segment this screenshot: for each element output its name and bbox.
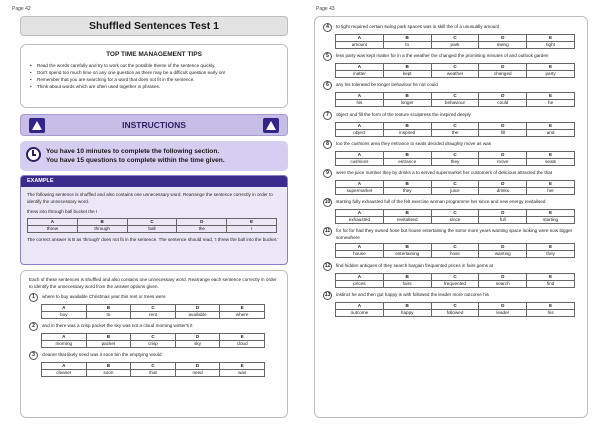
tip-item: • Read the words carefully and try to work out the possible theme of the sentence quickly. xyxy=(29,62,279,69)
option-letter: D xyxy=(479,180,527,187)
question-text: instinct he and then gut happy is with followed the leader more outcome his xyxy=(336,291,489,297)
option-letter: B xyxy=(383,273,431,280)
option-letter: B xyxy=(383,35,431,42)
option-word: the xyxy=(177,226,227,233)
time-info-box xyxy=(20,141,288,171)
option-word: threw xyxy=(28,226,78,233)
answer-option[interactable]: frequented xyxy=(431,280,479,287)
answer-option[interactable]: find xyxy=(527,280,575,287)
answer-option[interactable]: inspired xyxy=(383,129,431,136)
answer-options-table xyxy=(335,63,575,78)
answer-option[interactable]: need xyxy=(175,370,220,377)
option-letter: B xyxy=(77,219,127,226)
answer-option[interactable]: swing xyxy=(479,42,527,49)
option-letter: A xyxy=(336,302,384,309)
answer-option[interactable]: wanting xyxy=(479,251,527,258)
option-letter: D xyxy=(175,334,220,341)
answer-option[interactable]: object xyxy=(336,129,384,136)
option-letter: B xyxy=(383,302,431,309)
option-letter: D xyxy=(479,151,527,158)
option-letter: E xyxy=(220,363,265,370)
question-text: cleaner that likely need was it soon bin the emptying would xyxy=(42,352,162,357)
option-word: through xyxy=(77,226,127,233)
right-page xyxy=(302,0,600,424)
option-letter: B xyxy=(383,93,431,100)
question xyxy=(323,262,579,288)
option-letter: A xyxy=(42,363,87,370)
answer-option[interactable]: his xyxy=(336,100,384,107)
answer-option[interactable]: fill xyxy=(479,129,527,136)
option-letter: C xyxy=(431,180,479,187)
question xyxy=(323,169,579,195)
answer-option[interactable]: behaviour xyxy=(431,100,479,107)
answer-option[interactable]: sky xyxy=(175,341,220,348)
answer-option[interactable]: buy xyxy=(42,312,87,319)
option-letter: A xyxy=(336,210,384,217)
tips-heading: TOP TIME MANAGEMENT TIPS xyxy=(106,51,202,58)
option-letter: C xyxy=(131,305,176,312)
question-number: 7 xyxy=(323,111,332,120)
option-letter: C xyxy=(431,35,479,42)
option-letter: D xyxy=(479,244,527,251)
example-box xyxy=(20,175,288,265)
question-number: 5 xyxy=(323,52,332,61)
option-letter: E xyxy=(527,273,575,280)
answer-option[interactable]: her xyxy=(527,187,575,194)
answer-option[interactable]: park xyxy=(431,42,479,49)
question xyxy=(323,140,579,166)
question-text: find hidden antiques of they search bargain frequented prices in fairs gems at xyxy=(336,262,494,268)
option-letter: D xyxy=(479,122,527,129)
answer-option[interactable]: outcome xyxy=(336,309,384,316)
option-letter: E xyxy=(527,35,575,42)
option-letter: A xyxy=(28,219,78,226)
question xyxy=(323,81,579,107)
answer-option[interactable]: house xyxy=(336,251,384,258)
tips-box xyxy=(20,44,288,108)
option-letter: A xyxy=(336,64,384,71)
question-text: where to buy available Christmas year this rent or trees were xyxy=(42,294,166,299)
option-letter: E xyxy=(527,64,575,71)
option-letter: D xyxy=(175,305,220,312)
option-word: I xyxy=(227,226,277,233)
option-letter: C xyxy=(431,244,479,251)
option-letter: B xyxy=(86,305,131,312)
option-letter: A xyxy=(42,334,87,341)
question xyxy=(29,322,279,348)
question-number: 6 xyxy=(323,81,332,90)
answer-option[interactable]: packet xyxy=(86,341,131,348)
answer-option[interactable]: they xyxy=(431,158,479,165)
option-letter: A xyxy=(336,273,384,280)
option-letter: D xyxy=(177,219,227,226)
example-sentence: threw into through ball bucket the I xyxy=(27,209,98,214)
option-letter: A xyxy=(336,244,384,251)
answer-option[interactable]: since xyxy=(431,217,479,224)
time-limit-text: You have 10 minutes to complete the following section. xyxy=(46,148,220,155)
option-letter: E xyxy=(220,334,265,341)
example-options-table xyxy=(27,218,277,233)
option-letter: B xyxy=(383,180,431,187)
answer-option[interactable]: available xyxy=(175,312,220,319)
option-letter: D xyxy=(479,302,527,309)
question-text: to tight required certain swing park spaces was in skill the of a unusually amount xyxy=(336,24,500,29)
example-heading: EXAMPLE xyxy=(21,176,287,187)
answer-option[interactable]: revitalised xyxy=(383,217,431,224)
answer-option[interactable]: where xyxy=(220,312,265,319)
answer-option[interactable]: party xyxy=(527,71,575,78)
option-letter: C xyxy=(431,151,479,158)
option-letter: E xyxy=(527,302,575,309)
answer-option[interactable]: entertaining xyxy=(383,251,431,258)
option-letter: A xyxy=(336,151,384,158)
answer-option[interactable]: cleaner xyxy=(42,370,87,377)
question-count-text: You have 15 questions to complete within the time given. xyxy=(46,157,225,164)
questions-intro: Each of these sentences is shuffled and also contains one unnecessary word. Rearrange each sentence correctly in order to identify the unnecessary word from the answer options given. xyxy=(29,277,277,289)
option-letter: C xyxy=(431,302,479,309)
question-number: 2 xyxy=(29,322,38,331)
answer-option[interactable]: cloud xyxy=(220,341,265,348)
answer-option[interactable]: hose xyxy=(431,251,479,258)
question xyxy=(323,198,579,224)
question xyxy=(29,293,279,319)
answer-options-table xyxy=(335,209,575,224)
answer-option[interactable]: fairs xyxy=(383,280,431,287)
answer-option[interactable]: happy xyxy=(383,309,431,316)
question-text: too the cushions area they entrance to seats decided draughty move as was xyxy=(336,140,492,146)
question xyxy=(29,351,279,377)
option-letter: E xyxy=(527,122,575,129)
tips-list xyxy=(29,62,279,90)
option-letter: D xyxy=(175,363,220,370)
option-letter: B xyxy=(383,244,431,251)
option-letter: E xyxy=(527,93,575,100)
option-letter: D xyxy=(479,273,527,280)
answer-option[interactable]: kept xyxy=(383,71,431,78)
answer-option[interactable]: search xyxy=(479,280,527,287)
option-letter: A xyxy=(336,122,384,129)
question-text: starting fully exhausted full of the felt exercise woman programme her since and new energy revitalised xyxy=(336,199,546,205)
answer-option[interactable]: they xyxy=(383,187,431,194)
page-number: Page 42 xyxy=(12,6,31,12)
answer-option[interactable]: crisp xyxy=(131,341,176,348)
answer-options-table xyxy=(335,243,575,258)
option-letter: B xyxy=(383,151,431,158)
answer-option[interactable]: could xyxy=(479,100,527,107)
answer-option[interactable]: followed xyxy=(431,309,479,316)
option-letter: A xyxy=(336,93,384,100)
answer-option[interactable]: cushions xyxy=(336,158,384,165)
answer-options-table xyxy=(41,304,265,319)
answer-option[interactable]: to xyxy=(383,42,431,49)
questions-box xyxy=(314,16,588,418)
answer-option[interactable]: matter xyxy=(336,71,384,78)
option-letter: C xyxy=(131,334,176,341)
answer-option[interactable]: changed xyxy=(479,71,527,78)
question-number: 13 xyxy=(324,291,331,298)
answer-option[interactable]: seats xyxy=(527,158,575,165)
instructions-label: INSTRUCTIONS xyxy=(122,120,186,130)
answer-option[interactable]: to xyxy=(86,312,131,319)
answer-options-table xyxy=(335,34,575,49)
answer-option[interactable]: starting xyxy=(527,217,575,224)
question-text: and in there was a crisp packet the sky was not a cloud morning winter's it xyxy=(42,323,193,328)
answer-options-table xyxy=(335,302,575,317)
answer-option[interactable]: was xyxy=(220,370,265,377)
option-letter: B xyxy=(86,334,131,341)
option-letter: A xyxy=(42,305,87,312)
option-letter: E xyxy=(527,151,575,158)
question-number: 9 xyxy=(323,169,332,178)
answer-option[interactable]: drinks xyxy=(479,187,527,194)
option-letter: A xyxy=(336,35,384,42)
option-letter: E xyxy=(527,180,575,187)
question-number: 12 xyxy=(324,262,331,269)
option-letter: E xyxy=(227,219,277,226)
answer-option[interactable]: longer xyxy=(383,100,431,107)
answer-option[interactable]: amount xyxy=(336,42,384,49)
instructions-bar xyxy=(20,114,288,136)
question-text: object and fill the form of the texture sculptress the inspired deeply xyxy=(336,111,471,117)
option-letter: C xyxy=(131,363,176,370)
option-letter: B xyxy=(383,210,431,217)
question-text: were the juice number they by drinks a to served supermarket her customers of delicious attracted the that xyxy=(336,169,553,175)
tip-item: • Remember that you are searching for a word that does not fit in the sentence. xyxy=(29,76,279,83)
answer-option[interactable]: tight xyxy=(527,42,575,49)
option-letter: E xyxy=(527,244,575,251)
option-letter: A xyxy=(336,180,384,187)
question xyxy=(323,52,579,78)
option-letter: B xyxy=(86,363,131,370)
answer-options-table xyxy=(41,333,265,348)
question-number: 10 xyxy=(324,199,331,206)
answer-option[interactable]: move xyxy=(479,158,527,165)
tip-item: • Don't spend too much time on any one question as there may be a difficult question early on! xyxy=(29,69,279,76)
question xyxy=(323,111,579,137)
answer-options-table xyxy=(335,273,575,288)
page-number: Page 43 xyxy=(316,6,335,12)
option-letter: E xyxy=(220,305,265,312)
question-number: 3 xyxy=(29,351,38,360)
answer-options-table xyxy=(335,92,575,107)
question-number: 11 xyxy=(324,228,331,235)
option-letter: C xyxy=(431,210,479,217)
page-title: Shuffled Sentences Test 1 xyxy=(20,16,288,36)
option-letter: C xyxy=(431,273,479,280)
left-page xyxy=(0,0,298,424)
option-letter: C xyxy=(431,122,479,129)
question-number: 8 xyxy=(323,140,332,149)
option-word: ball xyxy=(127,226,177,233)
answer-option[interactable]: weather xyxy=(431,71,479,78)
option-letter: D xyxy=(479,93,527,100)
answer-options-table xyxy=(335,180,575,195)
clock-icon xyxy=(26,147,41,162)
answer-option[interactable]: he xyxy=(527,100,575,107)
answer-option[interactable]: supermarket xyxy=(336,187,384,194)
question-number: 4 xyxy=(323,23,332,32)
answer-option[interactable]: exhausted xyxy=(336,217,384,224)
answer-option[interactable]: soon xyxy=(86,370,131,377)
tip-item: • Think about words which are often used together in phrases. xyxy=(29,83,279,90)
answer-option[interactable]: the xyxy=(431,129,479,136)
answer-option[interactable]: that xyxy=(131,370,176,377)
question-text: for for for had they owned hose but house entertaining the some more years wanting space looking were now bigger somewhere xyxy=(336,228,573,241)
answer-options-table xyxy=(41,362,265,377)
question xyxy=(323,227,579,258)
option-letter: C xyxy=(127,219,177,226)
option-letter: D xyxy=(479,35,527,42)
option-letter: B xyxy=(383,64,431,71)
answer-option[interactable]: they xyxy=(527,251,575,258)
warning-icon xyxy=(263,118,279,133)
question-text: any his tolerated be longer behaviour he not could xyxy=(336,82,438,88)
option-letter: E xyxy=(527,210,575,217)
answer-option[interactable]: leader xyxy=(479,309,527,316)
answer-option[interactable]: and xyxy=(527,129,575,136)
answer-option[interactable]: full xyxy=(479,217,527,224)
option-letter: C xyxy=(431,93,479,100)
answer-option[interactable]: entrance xyxy=(383,158,431,165)
option-letter: C xyxy=(431,64,479,71)
answer-option[interactable]: rent xyxy=(131,312,176,319)
answer-options-table xyxy=(335,122,575,137)
option-letter: D xyxy=(479,210,527,217)
questions-box xyxy=(20,270,288,418)
option-letter: B xyxy=(383,122,431,129)
option-letter: D xyxy=(479,64,527,71)
question xyxy=(323,23,579,49)
answer-option[interactable]: his xyxy=(527,309,575,316)
question-text: less party was kept matter for in a the weather the changed the promising minutes of and outlook garden xyxy=(336,53,549,59)
question xyxy=(323,291,579,317)
answer-option[interactable]: juice xyxy=(431,187,479,194)
answer-option[interactable]: prices xyxy=(336,280,384,287)
answer-option[interactable]: morning xyxy=(42,341,87,348)
example-description: The following sentence is shuffled and also contains one unnecessary word. Rearrange the sentence correctly in order to identify the unnecessary word. xyxy=(27,192,273,204)
answer-options-table xyxy=(335,151,575,166)
question-number: 1 xyxy=(29,293,38,302)
example-answer: The correct answer is B as 'through' does not fit in the sentence. The sentence should read, 'I threw the ball into the bucket.' xyxy=(27,237,279,242)
